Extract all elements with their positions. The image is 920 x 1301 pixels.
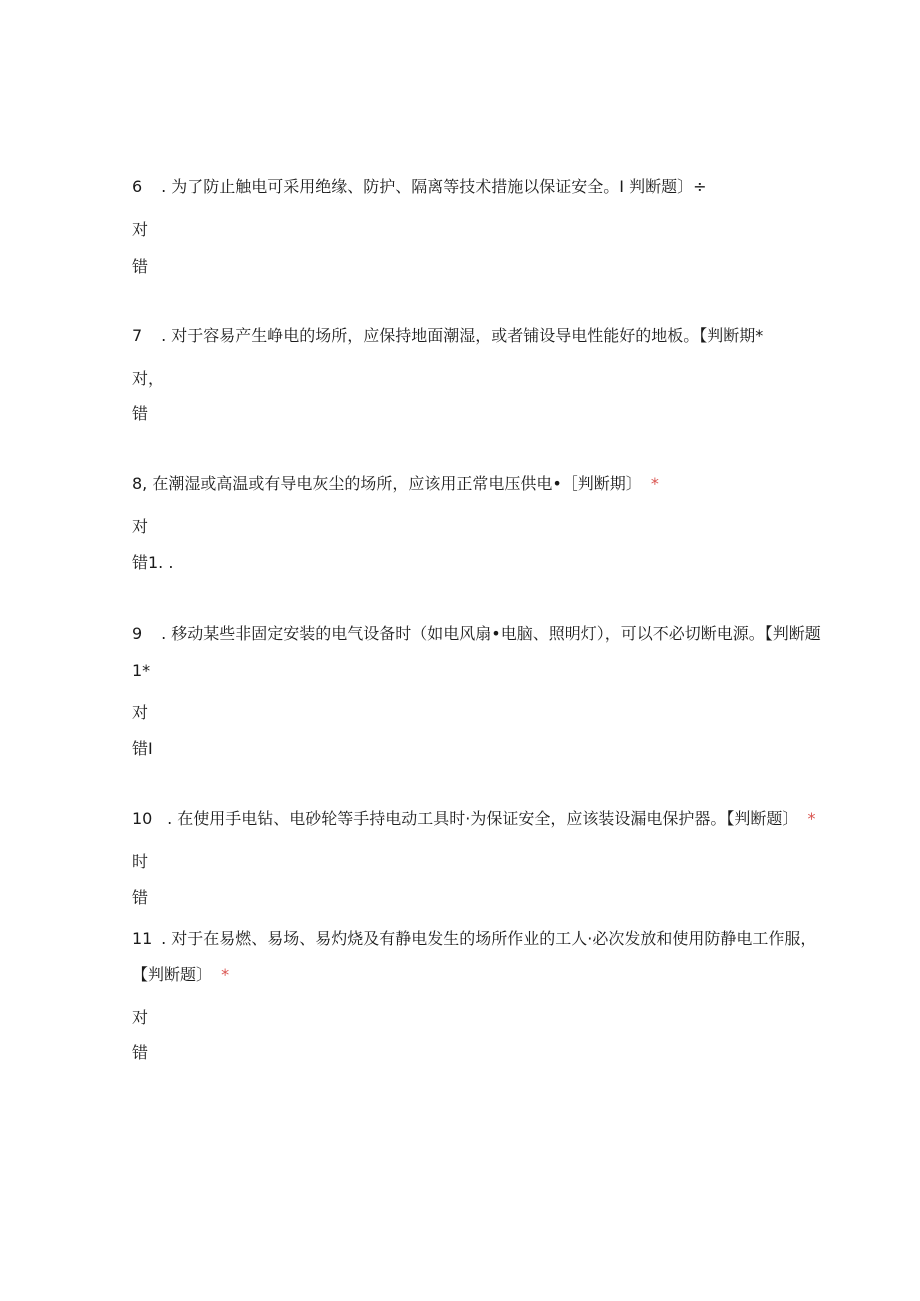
question-7-option-true[interactable]: 对， [132,369,165,388]
question-9-option-true[interactable]: 对 [132,703,149,722]
question-7-option-false[interactable]: 错 [132,404,149,423]
question-text: . 移动某些非固定安装的电气设备时（如电风扇•电脑、照明灯），可以不必切断电源。【判断题 [161,624,821,643]
question-text: 在潮湿或高温或有导电灰尘的场所，应该用正常电压供电•［判断期〕 [152,474,642,493]
question-6-option-false[interactable]: 错 [132,257,149,276]
question-number: 8, [132,474,148,493]
question-11-text-continued [132,965,229,985]
question-number: 7 [132,326,143,345]
question-6-text [132,177,706,197]
question-8-option-false[interactable]: 错1. . [132,553,174,572]
question-text: . 为了防止触电可采用绝缘、防护、隔离等技术措施以保证安全。I 判断题〕÷ [161,177,707,196]
question-number: 10 [132,809,153,828]
question-11-option-false[interactable]: 错 [132,1043,149,1062]
question-11-text [132,929,816,949]
question-7-text [132,326,763,346]
question-9-option-false[interactable]: 错I [132,739,153,758]
question-type-label: 【判断题〕 [132,965,213,984]
required-asterisk: * [807,809,816,828]
question-text: . 对于在易燃、易场、易灼烧及有静电发生的场所作业的工人·必次发放和使用防静电工作服， [161,929,817,948]
question-text: . 在使用手电钻、电砂轮等手持电动工具时·为保证安全，应该装设漏电保护器。【判断题〕 [167,809,799,828]
question-11-option-true[interactable]: 对 [132,1008,149,1027]
question-6-option-true[interactable]: 对 [132,220,149,239]
question-10-text [132,809,815,829]
question-number: 11 [132,929,153,948]
question-9-text [132,624,821,644]
question-number: 9 [132,624,143,643]
question-9-text-continued: 1* [132,661,151,680]
question-number: 6 [132,177,143,196]
question-10-option-false[interactable]: 错 [132,888,149,907]
required-asterisk: * [221,965,230,984]
question-8-text [132,474,659,494]
question-10-option-true[interactable]: 时 [132,852,149,871]
question-text: . 对于容易产生峥电的场所，应保持地面潮湿，或者铺设导电性能好的地板。【判断期* [161,326,764,345]
question-8-option-true[interactable]: 对 [132,517,149,536]
required-asterisk: * [650,474,659,493]
